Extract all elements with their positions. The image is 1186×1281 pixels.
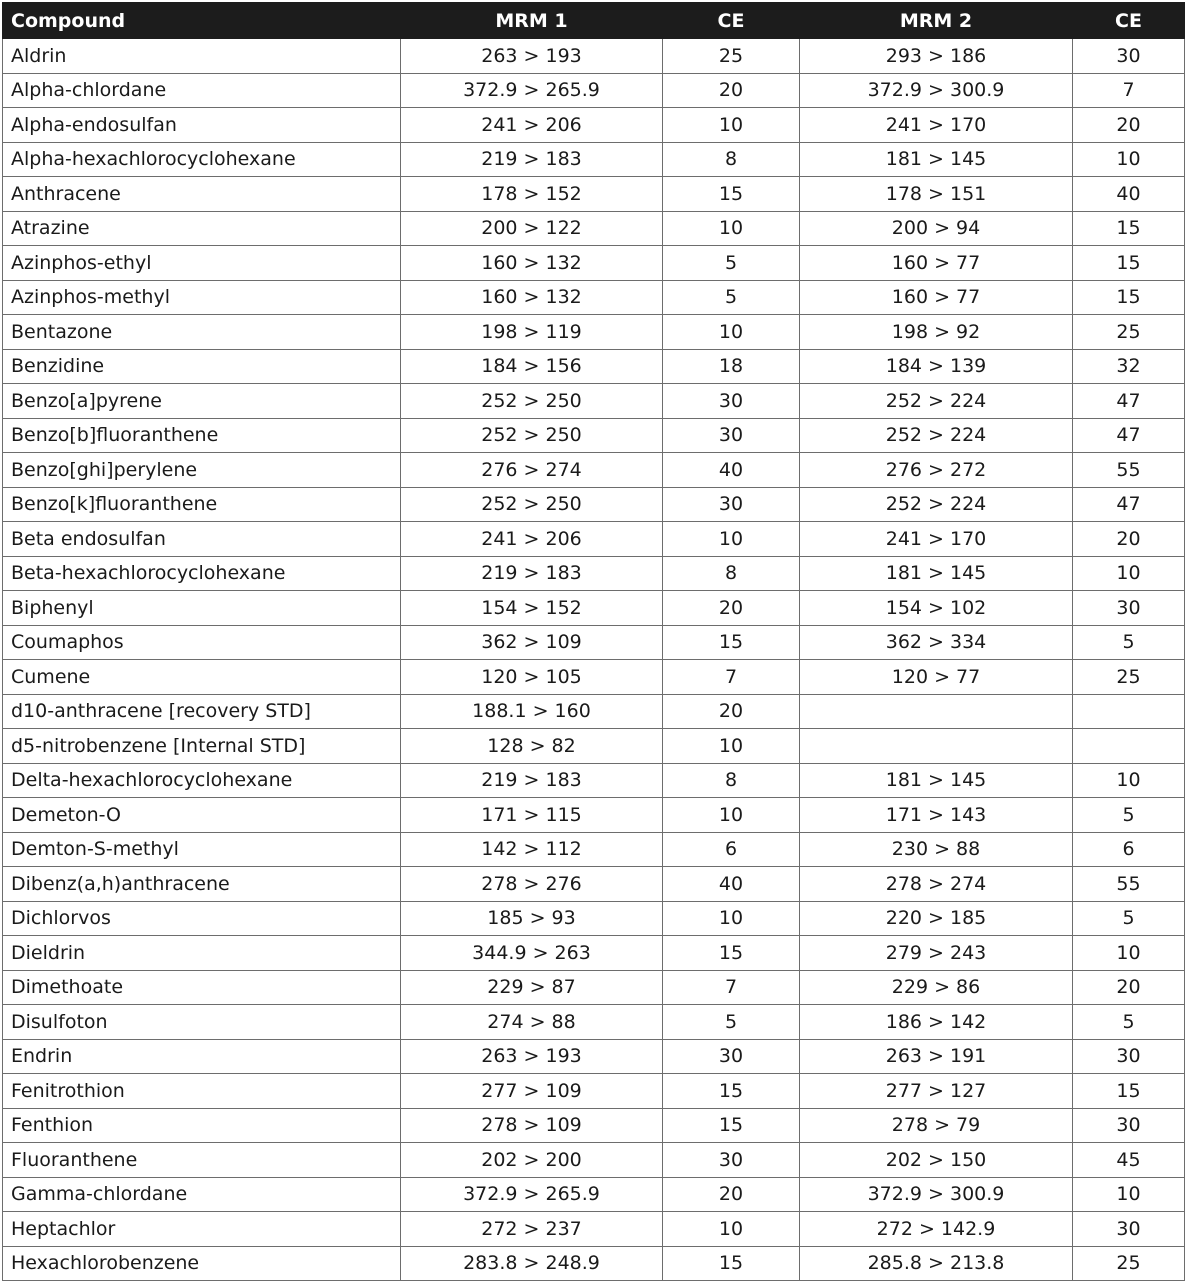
- table-row: [3, 1074, 1185, 1109]
- mrm2-cell: 362 > 334: [800, 625, 1073, 660]
- ce1-cell: 8: [663, 763, 800, 798]
- mrm2-cell: 285.8 > 213.8: [800, 1246, 1073, 1281]
- table-row: [3, 936, 1185, 971]
- ce1-cell: 10: [663, 108, 800, 143]
- mrm1-cell: 142 > 112: [401, 832, 663, 867]
- mrm2-cell: 372.9 > 300.9: [800, 1177, 1073, 1212]
- mrm2-cell: 278 > 274: [800, 867, 1073, 902]
- mrm2-cell: 198 > 92: [800, 315, 1073, 350]
- compound-cell: Benzo[a]pyrene: [3, 384, 401, 419]
- mrm1-cell: 274 > 88: [401, 1005, 663, 1040]
- compound-cell: Disulfoton: [3, 1005, 401, 1040]
- ce2-cell: 5: [1073, 1005, 1185, 1040]
- mrm2-cell: 241 > 170: [800, 108, 1073, 143]
- compound-cell: Fenitrothion: [3, 1074, 401, 1109]
- header-compound: Compound: [3, 3, 401, 39]
- table-row: [3, 556, 1185, 591]
- mrm1-cell: 372.9 > 265.9: [401, 1177, 663, 1212]
- ce2-cell: 10: [1073, 556, 1185, 591]
- mrm1-cell: 362 > 109: [401, 625, 663, 660]
- table-row: [3, 280, 1185, 315]
- table-row: [3, 384, 1185, 419]
- compound-cell: Dimethoate: [3, 970, 401, 1005]
- compound-table-container: [2, 2, 1184, 1281]
- compound-cell: Fluoranthene: [3, 1143, 401, 1178]
- mrm1-cell: 278 > 109: [401, 1108, 663, 1143]
- mrm1-cell: 283.8 > 248.9: [401, 1246, 663, 1281]
- mrm1-cell: 185 > 93: [401, 901, 663, 936]
- mrm2-cell: 252 > 224: [800, 418, 1073, 453]
- mrm2-cell: 202 > 150: [800, 1143, 1073, 1178]
- mrm2-cell: 181 > 145: [800, 556, 1073, 591]
- table-row: [3, 694, 1185, 729]
- ce1-cell: 10: [663, 522, 800, 557]
- mrm2-cell: 278 > 79: [800, 1108, 1073, 1143]
- table-row: [3, 763, 1185, 798]
- ce1-cell: 10: [663, 729, 800, 764]
- ce1-cell: 5: [663, 246, 800, 281]
- table-row: [3, 660, 1185, 695]
- compound-cell: Endrin: [3, 1039, 401, 1074]
- header-ce1: CE: [663, 3, 800, 39]
- ce2-cell: 25: [1073, 315, 1185, 350]
- ce2-cell: 10: [1073, 936, 1185, 971]
- ce2-cell: 5: [1073, 798, 1185, 833]
- compound-cell: Heptachlor: [3, 1212, 401, 1247]
- mrm2-cell: 293 > 186: [800, 39, 1073, 74]
- ce1-cell: 15: [663, 625, 800, 660]
- table-row: [3, 211, 1185, 246]
- mrm1-cell: 277 > 109: [401, 1074, 663, 1109]
- mrm2-cell: 171 > 143: [800, 798, 1073, 833]
- ce2-cell: 10: [1073, 1177, 1185, 1212]
- table-row: [3, 349, 1185, 384]
- ce1-cell: 40: [663, 453, 800, 488]
- mrm1-cell: 278 > 276: [401, 867, 663, 902]
- mrm1-cell: 154 > 152: [401, 591, 663, 626]
- compound-cell: Delta-hexachlorocyclohexane: [3, 763, 401, 798]
- mrm1-cell: 263 > 193: [401, 39, 663, 74]
- compound-cell: Bentazone: [3, 315, 401, 350]
- table-row: [3, 1177, 1185, 1212]
- ce1-cell: 20: [663, 1177, 800, 1212]
- ce1-cell: 18: [663, 349, 800, 384]
- compound-cell: d5-nitrobenzene [Internal STD]: [3, 729, 401, 764]
- table-body: [3, 39, 1185, 1281]
- ce2-cell: 47: [1073, 384, 1185, 419]
- ce2-cell: 15: [1073, 1074, 1185, 1109]
- header-mrm2: MRM 2: [800, 3, 1073, 39]
- table-row: [3, 315, 1185, 350]
- table-row: [3, 39, 1185, 74]
- mrm2-cell: 279 > 243: [800, 936, 1073, 971]
- table-row: [3, 522, 1185, 557]
- table-row: [3, 1108, 1185, 1143]
- mrm2-cell: 263 > 191: [800, 1039, 1073, 1074]
- compound-cell: Coumaphos: [3, 625, 401, 660]
- compound-cell: Azinphos-methyl: [3, 280, 401, 315]
- compound-cell: Benzo[b]fluoranthene: [3, 418, 401, 453]
- ce1-cell: 30: [663, 487, 800, 522]
- ce1-cell: 10: [663, 798, 800, 833]
- mrm1-cell: 272 > 237: [401, 1212, 663, 1247]
- compound-cell: Gamma-chlordane: [3, 1177, 401, 1212]
- mrm1-cell: 372.9 > 265.9: [401, 73, 663, 108]
- compound-cell: Azinphos-ethyl: [3, 246, 401, 281]
- mrm2-cell: 272 > 142.9: [800, 1212, 1073, 1247]
- ce2-cell: 15: [1073, 211, 1185, 246]
- mrm2-cell: 154 > 102: [800, 591, 1073, 626]
- ce2-cell: 47: [1073, 418, 1185, 453]
- mrm2-cell: 220 > 185: [800, 901, 1073, 936]
- ce1-cell: 10: [663, 211, 800, 246]
- compound-cell: Benzidine: [3, 349, 401, 384]
- compound-cell: Beta endosulfan: [3, 522, 401, 557]
- ce1-cell: 10: [663, 901, 800, 936]
- mrm2-cell: 120 > 77: [800, 660, 1073, 695]
- ce2-cell: 30: [1073, 1108, 1185, 1143]
- ce2-cell: 30: [1073, 591, 1185, 626]
- mrm1-cell: 128 > 82: [401, 729, 663, 764]
- ce1-cell: 8: [663, 556, 800, 591]
- compound-cell: Beta-hexachlorocyclohexane: [3, 556, 401, 591]
- mrm2-cell: 178 > 151: [800, 177, 1073, 212]
- mrm2-cell: 252 > 224: [800, 384, 1073, 419]
- ce2-cell: [1073, 694, 1185, 729]
- table-row: [3, 1212, 1185, 1247]
- table-row: [3, 832, 1185, 867]
- mrm2-cell: 252 > 224: [800, 487, 1073, 522]
- mrm2-cell: 181 > 145: [800, 142, 1073, 177]
- compound-cell: Cumene: [3, 660, 401, 695]
- ce2-cell: 40: [1073, 177, 1185, 212]
- mrm2-cell: 277 > 127: [800, 1074, 1073, 1109]
- mrm1-cell: 219 > 183: [401, 556, 663, 591]
- ce1-cell: 7: [663, 970, 800, 1005]
- mrm1-cell: 198 > 119: [401, 315, 663, 350]
- table-row: [3, 729, 1185, 764]
- compound-cell: Dieldrin: [3, 936, 401, 971]
- compound-cell: Alpha-hexachlorocyclohexane: [3, 142, 401, 177]
- ce1-cell: 7: [663, 660, 800, 695]
- mrm-transitions-table: [2, 2, 1185, 1281]
- mrm2-cell: 184 > 139: [800, 349, 1073, 384]
- mrm2-cell: 241 > 170: [800, 522, 1073, 557]
- ce1-cell: 5: [663, 1005, 800, 1040]
- ce2-cell: 5: [1073, 901, 1185, 936]
- table-row: [3, 625, 1185, 660]
- table-row: [3, 487, 1185, 522]
- table-row: [3, 970, 1185, 1005]
- mrm2-cell: 181 > 145: [800, 763, 1073, 798]
- table-row: [3, 1143, 1185, 1178]
- mrm1-cell: 160 > 132: [401, 246, 663, 281]
- ce2-cell: 7: [1073, 73, 1185, 108]
- ce1-cell: 15: [663, 177, 800, 212]
- ce2-cell: 20: [1073, 108, 1185, 143]
- table-row: [3, 453, 1185, 488]
- table-row: [3, 867, 1185, 902]
- ce2-cell: 20: [1073, 970, 1185, 1005]
- table-row: [3, 1039, 1185, 1074]
- ce2-cell: 30: [1073, 1212, 1185, 1247]
- table-row: [3, 1005, 1185, 1040]
- mrm1-cell: 263 > 193: [401, 1039, 663, 1074]
- compound-cell: Atrazine: [3, 211, 401, 246]
- table-row: [3, 142, 1185, 177]
- mrm1-cell: 202 > 200: [401, 1143, 663, 1178]
- ce1-cell: 6: [663, 832, 800, 867]
- ce1-cell: 15: [663, 936, 800, 971]
- ce1-cell: 10: [663, 315, 800, 350]
- compound-cell: Benzo[ghi]perylene: [3, 453, 401, 488]
- mrm1-cell: 120 > 105: [401, 660, 663, 695]
- ce1-cell: 40: [663, 867, 800, 902]
- mrm1-cell: 178 > 152: [401, 177, 663, 212]
- table-row: [3, 73, 1185, 108]
- mrm1-cell: 252 > 250: [401, 487, 663, 522]
- compound-cell: Dibenz(a,h)anthracene: [3, 867, 401, 902]
- mrm1-cell: 229 > 87: [401, 970, 663, 1005]
- table-row: [3, 591, 1185, 626]
- ce1-cell: 30: [663, 1039, 800, 1074]
- compound-cell: Alpha-endosulfan: [3, 108, 401, 143]
- header-mrm1: MRM 1: [401, 3, 663, 39]
- table-row: [3, 177, 1185, 212]
- table-row: [3, 108, 1185, 143]
- ce2-cell: 47: [1073, 487, 1185, 522]
- compound-cell: Anthracene: [3, 177, 401, 212]
- compound-cell: Hexachlorobenzene: [3, 1246, 401, 1281]
- table-row: [3, 1246, 1185, 1281]
- ce1-cell: 20: [663, 591, 800, 626]
- mrm1-cell: 252 > 250: [401, 418, 663, 453]
- ce1-cell: 25: [663, 39, 800, 74]
- compound-cell: Alpha-chlordane: [3, 73, 401, 108]
- ce1-cell: 15: [663, 1074, 800, 1109]
- mrm1-cell: 219 > 183: [401, 142, 663, 177]
- mrm2-cell: 200 > 94: [800, 211, 1073, 246]
- mrm2-cell: 160 > 77: [800, 246, 1073, 281]
- mrm2-cell: 160 > 77: [800, 280, 1073, 315]
- compound-cell: Aldrin: [3, 39, 401, 74]
- ce1-cell: 30: [663, 418, 800, 453]
- table-row: [3, 418, 1185, 453]
- compound-cell: d10-anthracene [recovery STD]: [3, 694, 401, 729]
- mrm1-cell: 171 > 115: [401, 798, 663, 833]
- ce2-cell: 20: [1073, 522, 1185, 557]
- ce2-cell: 5: [1073, 625, 1185, 660]
- mrm2-cell: 186 > 142: [800, 1005, 1073, 1040]
- mrm1-cell: 219 > 183: [401, 763, 663, 798]
- ce1-cell: 5: [663, 280, 800, 315]
- compound-cell: Dichlorvos: [3, 901, 401, 936]
- ce2-cell: [1073, 729, 1185, 764]
- table-row: [3, 246, 1185, 281]
- table-header-row: [3, 3, 1185, 39]
- ce1-cell: 30: [663, 384, 800, 419]
- compound-cell: Demton-S-methyl: [3, 832, 401, 867]
- ce2-cell: 55: [1073, 867, 1185, 902]
- ce1-cell: 20: [663, 694, 800, 729]
- mrm1-cell: 200 > 122: [401, 211, 663, 246]
- ce2-cell: 32: [1073, 349, 1185, 384]
- ce1-cell: 20: [663, 73, 800, 108]
- mrm2-cell: [800, 729, 1073, 764]
- ce1-cell: 8: [663, 142, 800, 177]
- ce2-cell: 10: [1073, 142, 1185, 177]
- mrm1-cell: 252 > 250: [401, 384, 663, 419]
- mrm1-cell: 344.9 > 263: [401, 936, 663, 971]
- mrm2-cell: 230 > 88: [800, 832, 1073, 867]
- compound-cell: Benzo[k]fluoranthene: [3, 487, 401, 522]
- mrm1-cell: 188.1 > 160: [401, 694, 663, 729]
- mrm1-cell: 241 > 206: [401, 108, 663, 143]
- mrm2-cell: 372.9 > 300.9: [800, 73, 1073, 108]
- ce2-cell: 15: [1073, 280, 1185, 315]
- mrm1-cell: 184 > 156: [401, 349, 663, 384]
- ce1-cell: 15: [663, 1246, 800, 1281]
- mrm1-cell: 160 > 132: [401, 280, 663, 315]
- ce2-cell: 30: [1073, 1039, 1185, 1074]
- mrm1-cell: 241 > 206: [401, 522, 663, 557]
- ce2-cell: 55: [1073, 453, 1185, 488]
- ce2-cell: 30: [1073, 39, 1185, 74]
- mrm2-cell: [800, 694, 1073, 729]
- table-row: [3, 798, 1185, 833]
- ce2-cell: 15: [1073, 246, 1185, 281]
- ce2-cell: 6: [1073, 832, 1185, 867]
- ce2-cell: 10: [1073, 763, 1185, 798]
- ce1-cell: 30: [663, 1143, 800, 1178]
- compound-cell: Biphenyl: [3, 591, 401, 626]
- ce2-cell: 25: [1073, 660, 1185, 695]
- table-row: [3, 901, 1185, 936]
- mrm2-cell: 276 > 272: [800, 453, 1073, 488]
- ce2-cell: 45: [1073, 1143, 1185, 1178]
- ce1-cell: 15: [663, 1108, 800, 1143]
- mrm2-cell: 229 > 86: [800, 970, 1073, 1005]
- header-ce2: CE: [1073, 3, 1185, 39]
- compound-cell: Demeton-O: [3, 798, 401, 833]
- ce1-cell: 10: [663, 1212, 800, 1247]
- compound-cell: Fenthion: [3, 1108, 401, 1143]
- mrm1-cell: 276 > 274: [401, 453, 663, 488]
- ce2-cell: 25: [1073, 1246, 1185, 1281]
